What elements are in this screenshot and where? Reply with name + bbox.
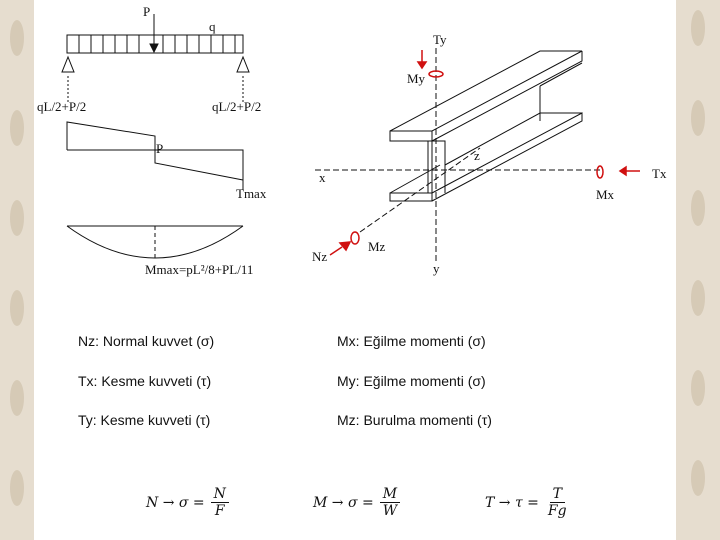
formula-shear xyxy=(485,486,570,519)
formula-shear-num: T xyxy=(550,486,565,503)
i-beam-diagram xyxy=(315,48,600,262)
formula-normal-den: F xyxy=(214,503,225,519)
shear-diagram-left xyxy=(67,122,155,150)
formula-shear-lhs: T → τ = xyxy=(485,494,539,511)
tx-arrowhead xyxy=(620,167,626,175)
label-Nz: Nz xyxy=(312,249,328,264)
label-moment-max: Mmax=pL²/8+PL/11 xyxy=(145,262,254,277)
bottom-flange-front xyxy=(390,193,432,201)
z-axis xyxy=(360,148,480,232)
label-Ty: Ty xyxy=(433,32,447,47)
legend-ty: Ty: Kesme kuvveti (τ) xyxy=(78,412,211,428)
formula-moment-num: M xyxy=(380,486,400,503)
point-load-arrowhead xyxy=(150,44,158,52)
left-support xyxy=(62,57,74,72)
legend-nz: Nz: Normal kuvvet (σ) xyxy=(78,333,215,349)
ty-arrowhead xyxy=(418,62,426,68)
label-My: My xyxy=(407,71,426,86)
formula-moment-den: W xyxy=(382,503,398,519)
label-Mz: Mz xyxy=(368,239,386,254)
formula-normal-lhs: N → σ = xyxy=(146,494,205,511)
label-Mx: Mx xyxy=(596,187,615,202)
right-support xyxy=(237,57,249,72)
formula-shear-den: Fg xyxy=(547,503,567,519)
nz-arrowhead xyxy=(340,242,350,250)
label-reaction-left: qL/2+P/2 xyxy=(37,99,87,114)
top-flange-front xyxy=(390,131,432,141)
legend-mx: Mx: Eğilme momenti (σ) xyxy=(337,333,486,349)
label-q: q xyxy=(209,19,216,34)
legend-tx: Tx: Kesme kuvveti (τ) xyxy=(78,373,212,389)
label-reaction-right: qL/2+P/2 xyxy=(212,99,262,114)
label-P: P xyxy=(143,4,151,19)
formula-normal xyxy=(146,486,229,519)
formula-moment xyxy=(313,486,400,519)
nz-arrow xyxy=(330,247,342,255)
label-x: x xyxy=(319,170,326,185)
label-Tx: Tx xyxy=(652,166,667,181)
label-y: y xyxy=(433,261,440,276)
beam-diagram xyxy=(62,14,249,258)
legend-my: My: Eğilme momenti (σ) xyxy=(337,373,486,389)
mz-moment-icon xyxy=(351,232,359,244)
label-shear-max: Tmax xyxy=(236,186,267,201)
formula-normal-num: N xyxy=(211,486,229,503)
formula-moment-lhs: M → σ = xyxy=(313,494,374,511)
label-z: z xyxy=(474,148,480,163)
mx-moment-icon xyxy=(597,166,603,178)
legend-mz: Mz: Burulma momenti (τ) xyxy=(337,412,492,428)
label-shear-P: P xyxy=(156,141,164,156)
